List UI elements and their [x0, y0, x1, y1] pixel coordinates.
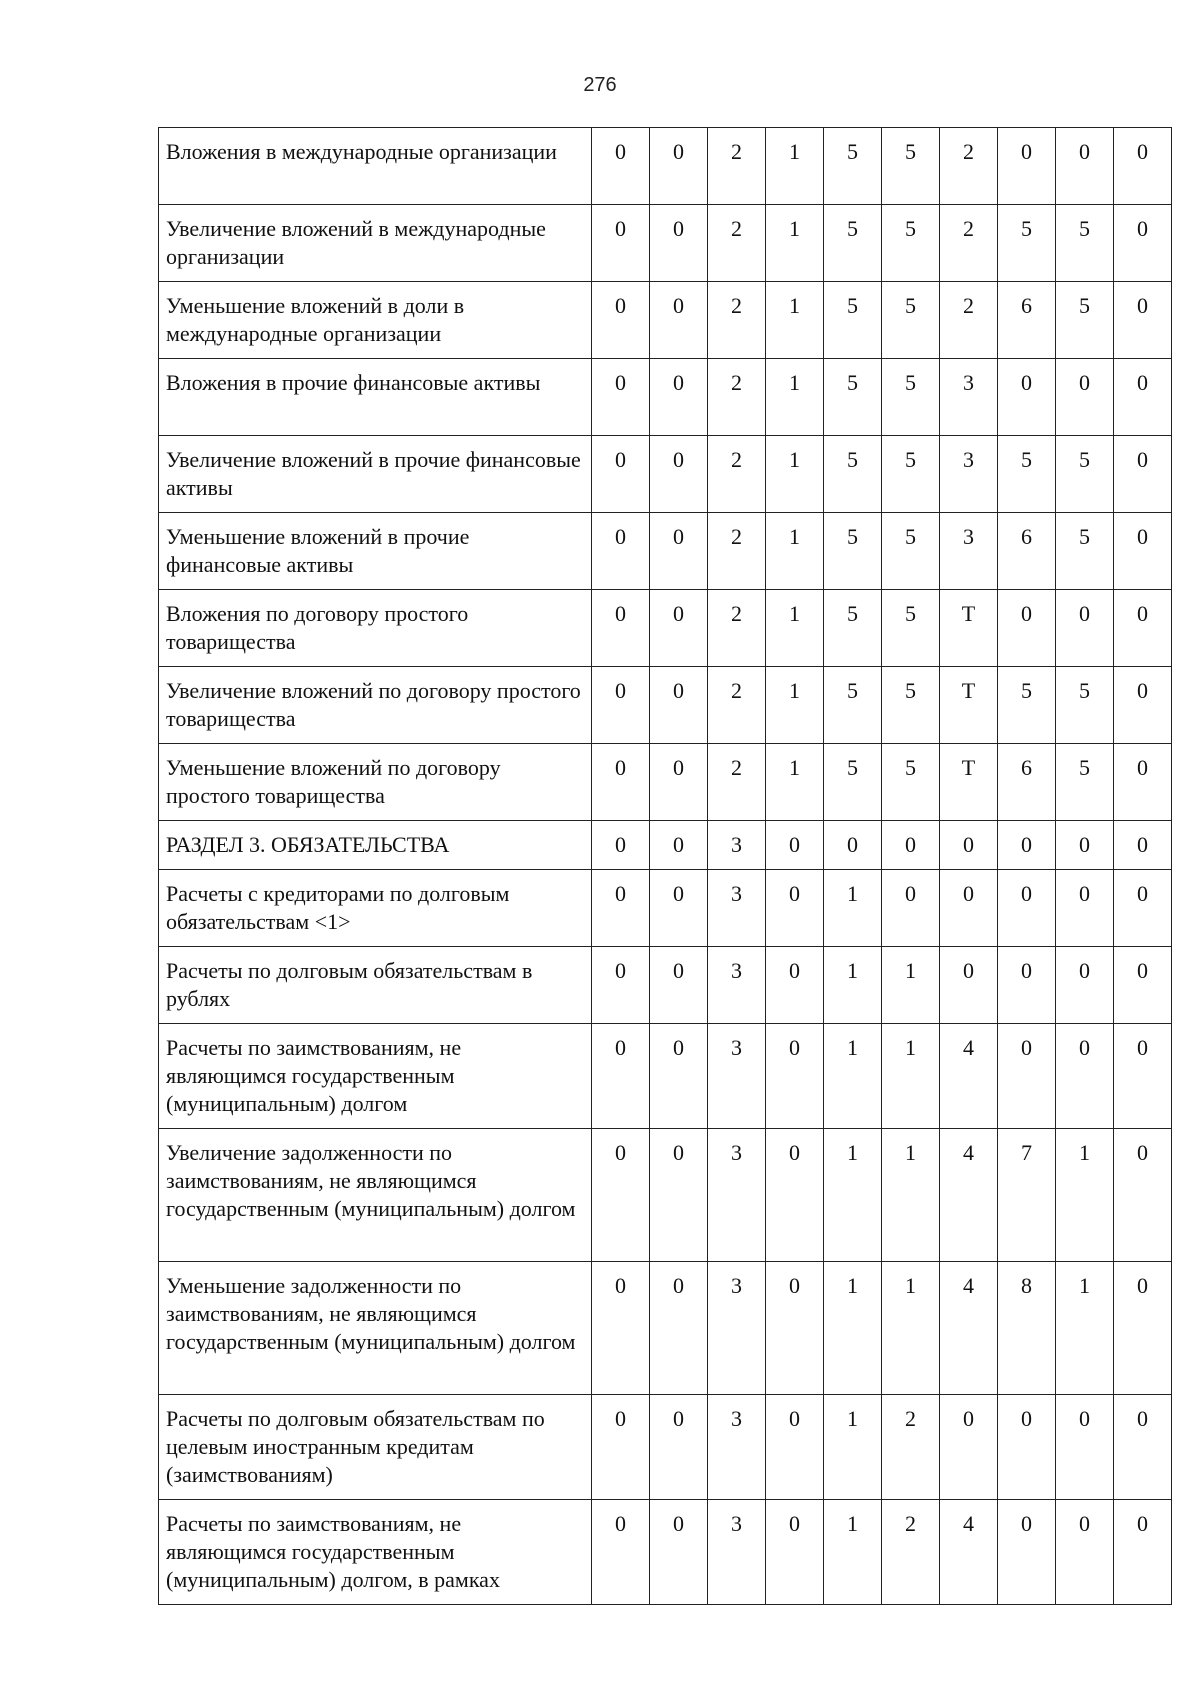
code-digit: 0 — [1056, 821, 1114, 870]
code-digit: 1 — [766, 744, 824, 821]
code-digit: 5 — [882, 590, 940, 667]
code-digit: Т — [940, 744, 998, 821]
code-digit: 3 — [940, 359, 998, 436]
code-digit: 2 — [708, 667, 766, 744]
code-digit: 1 — [824, 1129, 882, 1262]
code-digit: 0 — [650, 947, 708, 1024]
code-digit: 0 — [766, 1395, 824, 1500]
code-digit: 0 — [650, 1500, 708, 1605]
code-digit: 0 — [650, 128, 708, 205]
code-digit: 5 — [882, 744, 940, 821]
code-digit: 0 — [882, 821, 940, 870]
row-label: Уменьшение вложений по договору простого товарищества — [159, 744, 592, 821]
code-digit: 2 — [708, 436, 766, 513]
code-digit: 6 — [998, 744, 1056, 821]
code-digit: 6 — [998, 282, 1056, 359]
code-digit: 0 — [650, 870, 708, 947]
code-digit: 5 — [882, 513, 940, 590]
row-label: Уменьшение задолженности по заимствованиям, не являющимся государственным (муниципальным) долгом — [159, 1262, 592, 1395]
code-digit: 0 — [1114, 1262, 1172, 1395]
code-digit: 3 — [708, 1262, 766, 1395]
row-label: Расчеты по заимствованиям, не являющимся государственным (муниципальным) долгом, в рамках — [159, 1500, 592, 1605]
code-digit: 0 — [998, 359, 1056, 436]
code-digit: 5 — [882, 667, 940, 744]
code-digit: 1 — [824, 1262, 882, 1395]
code-digit: 2 — [940, 282, 998, 359]
table-row — [159, 590, 1172, 667]
code-digit: 6 — [998, 513, 1056, 590]
code-digit: 0 — [592, 513, 650, 590]
code-digit: 0 — [1056, 947, 1114, 1024]
table-row — [159, 513, 1172, 590]
code-digit: 5 — [824, 513, 882, 590]
table-row — [159, 1395, 1172, 1500]
code-digit: 0 — [1114, 870, 1172, 947]
code-digit: 0 — [650, 590, 708, 667]
code-digit: 1 — [1056, 1129, 1114, 1262]
code-digit: 1 — [882, 947, 940, 1024]
code-digit: 0 — [824, 821, 882, 870]
table-row — [159, 821, 1172, 870]
code-digit: 0 — [998, 128, 1056, 205]
code-digit: 0 — [1114, 1395, 1172, 1500]
code-digit: 0 — [1114, 1024, 1172, 1129]
code-digit: 1 — [766, 513, 824, 590]
code-digit: 2 — [708, 590, 766, 667]
code-digit: 1 — [824, 947, 882, 1024]
code-digit: 0 — [592, 205, 650, 282]
row-label: Вложения в прочие финансовые активы — [159, 359, 592, 436]
code-digit: 0 — [940, 821, 998, 870]
code-digit: 5 — [1056, 205, 1114, 282]
code-digit: 0 — [592, 1262, 650, 1395]
table-body — [159, 128, 1172, 1605]
code-digit: 1 — [766, 667, 824, 744]
row-label: РАЗДЕЛ 3. ОБЯЗАТЕЛЬСТВА — [159, 821, 592, 870]
table-row — [159, 282, 1172, 359]
code-digit: 0 — [1056, 590, 1114, 667]
code-digit: 1 — [824, 1024, 882, 1129]
table-row — [159, 744, 1172, 821]
code-digit: 0 — [940, 1395, 998, 1500]
code-digit: 1 — [824, 1395, 882, 1500]
code-digit: 4 — [940, 1024, 998, 1129]
code-digit: 1 — [766, 128, 824, 205]
code-digit: 0 — [1114, 205, 1172, 282]
code-digit: 0 — [650, 359, 708, 436]
row-label: Уменьшение вложений в доли в международные организации — [159, 282, 592, 359]
code-digit: 0 — [1056, 359, 1114, 436]
code-digit: 0 — [592, 667, 650, 744]
code-digit: 0 — [940, 870, 998, 947]
table-row — [159, 1129, 1172, 1262]
table-row — [159, 1262, 1172, 1395]
code-digit: 1 — [824, 870, 882, 947]
code-digit: 1 — [882, 1129, 940, 1262]
code-digit: 0 — [650, 821, 708, 870]
code-digit: 0 — [592, 947, 650, 1024]
page-number: 276 — [583, 74, 617, 96]
row-label: Вложения в международные организации — [159, 128, 592, 205]
code-digit: 2 — [708, 744, 766, 821]
table-row — [159, 436, 1172, 513]
row-label: Увеличение вложений по договору простого товарищества — [159, 667, 592, 744]
code-digit: 3 — [708, 1395, 766, 1500]
code-digit: 0 — [998, 590, 1056, 667]
code-digit: 5 — [1056, 744, 1114, 821]
code-digit: 2 — [708, 205, 766, 282]
code-digit: 0 — [998, 1024, 1056, 1129]
code-digit: 0 — [1056, 870, 1114, 947]
table-row — [159, 870, 1172, 947]
code-digit: 3 — [708, 870, 766, 947]
code-digit: 4 — [940, 1500, 998, 1605]
code-digit: Т — [940, 590, 998, 667]
code-digit: 0 — [940, 947, 998, 1024]
row-label: Расчеты по долговым обязательствам в рублях — [159, 947, 592, 1024]
table-row — [159, 128, 1172, 205]
code-digit: 2 — [708, 513, 766, 590]
code-digit: 5 — [1056, 282, 1114, 359]
code-digit: 0 — [998, 1395, 1056, 1500]
code-digit: 3 — [708, 1024, 766, 1129]
code-digit: 0 — [1056, 1395, 1114, 1500]
code-digit: 3 — [708, 947, 766, 1024]
code-digit: 0 — [592, 282, 650, 359]
code-digit: 5 — [882, 436, 940, 513]
code-digit: 5 — [824, 205, 882, 282]
code-digit: 0 — [766, 1024, 824, 1129]
code-digit: 0 — [650, 744, 708, 821]
code-digit: 8 — [998, 1262, 1056, 1395]
code-digit: 0 — [650, 1262, 708, 1395]
code-digit: 3 — [708, 1500, 766, 1605]
code-digit: 0 — [592, 821, 650, 870]
code-digit: 0 — [592, 128, 650, 205]
code-digit: 0 — [592, 1129, 650, 1262]
code-digit: 5 — [882, 128, 940, 205]
code-digit: 0 — [1114, 667, 1172, 744]
code-digit: 0 — [766, 947, 824, 1024]
code-digit: 1 — [1056, 1262, 1114, 1395]
code-digit: 0 — [1114, 128, 1172, 205]
code-digit: 4 — [940, 1129, 998, 1262]
code-digit: 0 — [650, 205, 708, 282]
code-digit: 0 — [592, 1395, 650, 1500]
code-digit: 0 — [1114, 744, 1172, 821]
code-digit: 0 — [592, 1024, 650, 1129]
code-digit: 2 — [940, 205, 998, 282]
code-digit: 5 — [824, 128, 882, 205]
code-digit: 7 — [998, 1129, 1056, 1262]
code-digit: 1 — [766, 205, 824, 282]
row-label: Вложения по договору простого товарищества — [159, 590, 592, 667]
code-digit: 4 — [940, 1262, 998, 1395]
code-digit: 0 — [1056, 1024, 1114, 1129]
code-digit: 3 — [708, 1129, 766, 1262]
code-digit: 0 — [592, 359, 650, 436]
code-digit: 2 — [940, 128, 998, 205]
code-digit: 5 — [824, 359, 882, 436]
code-digit: 1 — [766, 359, 824, 436]
row-label: Увеличение задолженности по заимствованиям, не являющимся государственным (муниципальным) долгом — [159, 1129, 592, 1262]
code-digit: 0 — [766, 1262, 824, 1395]
code-digit: 0 — [1114, 436, 1172, 513]
code-digit: 5 — [882, 359, 940, 436]
code-digit: 5 — [1056, 667, 1114, 744]
code-digit: 5 — [998, 436, 1056, 513]
code-digit: 0 — [1114, 1500, 1172, 1605]
code-digit: 1 — [824, 1500, 882, 1605]
code-digit: 2 — [882, 1395, 940, 1500]
code-digit: 0 — [1056, 128, 1114, 205]
code-digit: 1 — [766, 590, 824, 667]
code-digit: 5 — [998, 205, 1056, 282]
code-digit: 0 — [1056, 1500, 1114, 1605]
code-digit: 5 — [998, 667, 1056, 744]
code-digit: 0 — [882, 870, 940, 947]
code-digit: 2 — [708, 359, 766, 436]
code-digit: 5 — [824, 282, 882, 359]
code-digit: 3 — [940, 436, 998, 513]
account-code-table — [158, 127, 1172, 1605]
code-digit: 2 — [882, 1500, 940, 1605]
code-digit: Т — [940, 667, 998, 744]
code-digit: 2 — [708, 282, 766, 359]
code-digit: 0 — [650, 1395, 708, 1500]
code-digit: 0 — [1114, 513, 1172, 590]
code-digit: 5 — [824, 744, 882, 821]
code-digit: 1 — [766, 282, 824, 359]
code-digit: 1 — [766, 436, 824, 513]
code-digit: 5 — [824, 436, 882, 513]
code-digit: 5 — [824, 667, 882, 744]
code-digit: 0 — [592, 1500, 650, 1605]
code-digit: 0 — [998, 870, 1056, 947]
code-digit: 3 — [940, 513, 998, 590]
code-digit: 1 — [882, 1262, 940, 1395]
code-digit: 0 — [650, 282, 708, 359]
row-label: Расчеты с кредиторами по долговым обязательствам <1> — [159, 870, 592, 947]
code-digit: 1 — [882, 1024, 940, 1129]
table-row — [159, 1500, 1172, 1605]
row-label: Увеличение вложений в международные организации — [159, 205, 592, 282]
table-row — [159, 1024, 1172, 1129]
code-digit: 0 — [1114, 282, 1172, 359]
code-digit: 5 — [824, 590, 882, 667]
code-digit: 0 — [998, 1500, 1056, 1605]
code-digit: 3 — [708, 821, 766, 870]
code-digit: 0 — [1114, 1129, 1172, 1262]
row-label: Расчеты по долговым обязательствам по целевым иностранным кредитам (заимствованиям) — [159, 1395, 592, 1500]
code-digit: 5 — [882, 205, 940, 282]
code-digit: 0 — [1114, 821, 1172, 870]
code-digit: 0 — [592, 870, 650, 947]
code-digit: 0 — [650, 436, 708, 513]
code-digit: 0 — [998, 947, 1056, 1024]
table-row — [159, 947, 1172, 1024]
code-digit: 0 — [650, 513, 708, 590]
table-row — [159, 359, 1172, 436]
code-digit: 0 — [592, 744, 650, 821]
table-row — [159, 205, 1172, 282]
code-digit: 5 — [882, 282, 940, 359]
code-digit: 0 — [650, 667, 708, 744]
table-row — [159, 667, 1172, 744]
code-digit: 2 — [708, 128, 766, 205]
code-digit: 0 — [592, 590, 650, 667]
code-digit: 0 — [766, 1500, 824, 1605]
code-digit: 0 — [998, 821, 1056, 870]
code-digit: 5 — [1056, 436, 1114, 513]
code-digit: 0 — [766, 1129, 824, 1262]
code-digit: 0 — [766, 870, 824, 947]
code-digit: 0 — [592, 436, 650, 513]
row-label: Уменьшение вложений в прочие финансовые активы — [159, 513, 592, 590]
row-label: Увеличение вложений в прочие финансовые активы — [159, 436, 592, 513]
code-digit: 0 — [650, 1129, 708, 1262]
code-digit: 0 — [1114, 947, 1172, 1024]
code-digit: 5 — [1056, 513, 1114, 590]
code-digit: 0 — [1114, 590, 1172, 667]
code-digit: 0 — [650, 1024, 708, 1129]
code-digit: 0 — [766, 821, 824, 870]
row-label: Расчеты по заимствованиям, не являющимся государственным (муниципальным) долгом — [159, 1024, 592, 1129]
code-digit: 0 — [1114, 359, 1172, 436]
